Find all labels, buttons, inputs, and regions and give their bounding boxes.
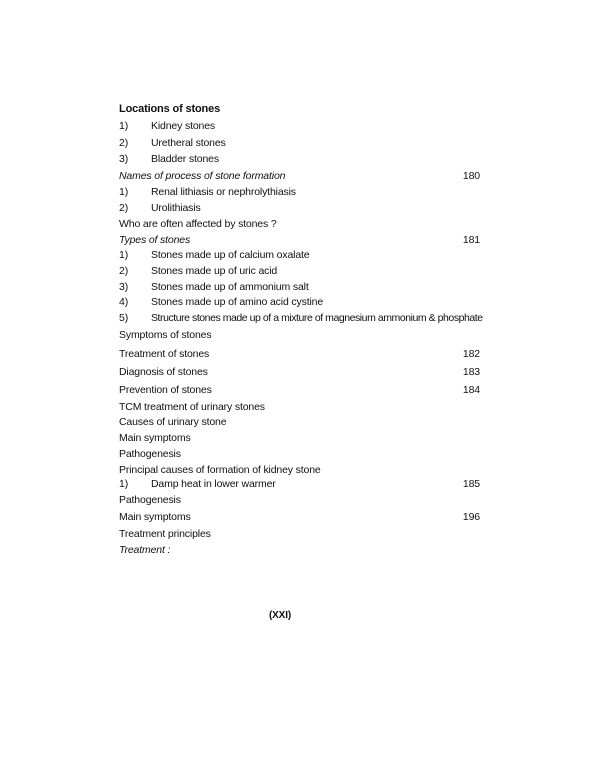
toc-entry-causes: [119, 415, 480, 429]
entry-text: TCM treatment of urinary stones: [119, 401, 265, 413]
page-number: 184: [462, 384, 480, 396]
item-text: Bladder stones: [151, 153, 219, 165]
toc-item-calcium-oxalate: [119, 248, 480, 262]
item-number: 2): [119, 137, 129, 149]
toc-entry-treatment-label: [119, 543, 480, 557]
item-number: 1): [119, 249, 129, 261]
page-number: 181: [462, 234, 480, 246]
item-number: 4): [119, 296, 129, 308]
item-text: Renal lithiasis or nephrolythiasis: [151, 186, 296, 198]
toc-item-ammonium-salt: [119, 280, 480, 294]
item-text: Uretheral stones: [151, 137, 226, 149]
item-text: Stones made up of ammonium salt: [151, 281, 309, 293]
toc-entry-treatment: [119, 347, 480, 361]
item-text: Stones made up of amino acid cystine: [151, 296, 324, 308]
toc-entry-pathogenesis: [119, 447, 480, 461]
page-footer-number: (XXI): [268, 610, 292, 621]
entry-text: Types of stones: [119, 234, 191, 246]
entry-text: Main symptoms: [119, 511, 191, 523]
toc-entry-names-of-process: [119, 169, 480, 183]
entry-text: Symptoms of stones: [119, 329, 212, 341]
entry-text: Names of process of stone formation: [119, 170, 286, 182]
page-number: 185: [462, 478, 480, 490]
toc-item-kidney-stones: [119, 119, 480, 133]
toc-entry-principal-causes: [119, 463, 480, 477]
entry-text: Causes of urinary stone: [119, 416, 227, 428]
toc-entry-main-symptoms: [119, 431, 480, 445]
section-heading-locations: [119, 102, 480, 116]
item-text: Damp heat in lower warmer: [151, 478, 276, 490]
entry-text: Treatment principles: [119, 528, 211, 540]
item-number: 2): [119, 265, 129, 277]
page-number: 196: [462, 511, 480, 523]
toc-item-bladder-stones: [119, 152, 480, 166]
toc-entry-who-affected: [119, 217, 480, 231]
item-number: 3): [119, 281, 129, 293]
entry-text: Treatment of stones: [119, 348, 210, 360]
toc-entry-tcm-treatment: [119, 400, 480, 414]
entry-text: Main symptoms: [119, 432, 191, 444]
entry-text: Who are often affected by stones ?: [119, 218, 277, 230]
item-number: 2): [119, 202, 129, 214]
toc-item-amino-acid-cystine: [119, 295, 480, 309]
item-number: 1): [119, 478, 129, 490]
entry-text: Pathogenesis: [119, 494, 181, 506]
entry-text: Pathogenesis: [119, 448, 181, 460]
entry-text: Diagnosis of stones: [119, 366, 208, 378]
entry-text: Prevention of stones: [119, 384, 212, 396]
item-number: 5): [119, 312, 129, 324]
toc-entry-pathogenesis-2: [119, 493, 480, 507]
entry-text: Principal causes of formation of kidney stone: [119, 464, 321, 476]
page-number: 183: [462, 366, 480, 378]
toc-item-urolithiasis: [119, 201, 480, 215]
item-number: 1): [119, 186, 129, 198]
item-number: 1): [119, 120, 129, 132]
toc-entry-symptoms: [119, 328, 480, 342]
item-text: Kidney stones: [151, 120, 216, 132]
heading-text: Locations of stones: [119, 103, 221, 115]
item-text: Structure stones made up of a mixture of magnesium ammonium & phosphate: [151, 312, 483, 324]
toc-item-renal-lithiasis: [119, 185, 480, 199]
toc-entry-prevention: [119, 383, 480, 397]
item-text: Stones made up of calcium oxalate: [151, 249, 310, 261]
item-number: 3): [119, 153, 129, 165]
toc-entry-treatment-principles: [119, 527, 480, 541]
toc-item-uric-acid: [119, 264, 480, 278]
item-text: Urolithiasis: [151, 202, 201, 214]
toc-item-structure-stones: [119, 311, 483, 325]
toc-item-damp-heat: [119, 477, 480, 491]
toc-entry-diagnosis: [119, 365, 480, 379]
page-number: 180: [462, 170, 480, 182]
item-text: Stones made up of uric acid: [151, 265, 278, 277]
toc-item-uretheral-stones: [119, 136, 480, 150]
page-number: 182: [462, 348, 480, 360]
entry-text: Treatment :: [119, 544, 171, 556]
toc-entry-main-symptoms-2: [119, 510, 480, 524]
toc-entry-types-of-stones: [119, 233, 480, 247]
